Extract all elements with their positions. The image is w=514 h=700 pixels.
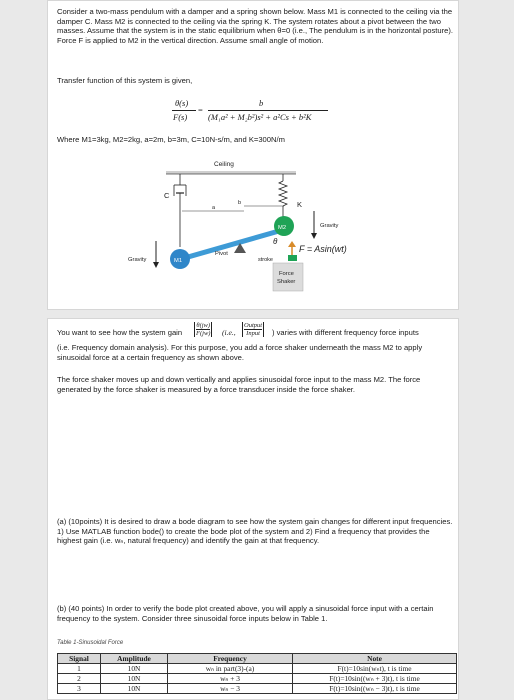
gravity-right-arrow <box>311 233 317 239</box>
tf-lhs-line <box>172 110 196 111</box>
gain-ie: (i.e., <box>222 328 236 337</box>
tf-rhs-den: (M₁a² + M₂b²)s² + a²Cs + b²K <box>208 112 312 122</box>
gravity-right-label: Gravity <box>320 223 339 229</box>
spring-k <box>279 174 287 221</box>
theta-label: θ <box>273 237 278 246</box>
pendulum-beam <box>181 229 286 259</box>
cell-amplitude: 10N <box>101 664 168 674</box>
table-header-row <box>58 654 457 664</box>
gravity-left-label: Gravity <box>128 257 147 263</box>
gain-pre: You want to see how the system gain <box>57 328 183 337</box>
damper-label: C <box>164 191 170 200</box>
cell-note: F(t)=10sin((wₙ − 3)t), t is time <box>293 684 457 694</box>
gain-post: ) varies with different frequency force inputs <box>272 328 419 337</box>
cell-signal: 1 <box>58 664 101 674</box>
shaker-paragraph: The force shaker moves up and down vertically and applies sinusoidal force input to the mass M2. The force generated by the force shaker is measured by a force transducer inside the force shaker. <box>57 375 421 394</box>
pivot-label: Pivot <box>215 251 228 257</box>
mass-m2-label: M2 <box>278 225 287 231</box>
intro-paragraph: Consider a two-mass pendulum with a damper and a spring shown below. Mass M1 is connected to the ceiling via the damper C. Mass M2 is connected to the ceiling via the spring K. The system rotates about a pivot between the two masses. Assume that the system is in the static equilibrium when θ=0 (i.e., The pendulum is in the horizontal posture). Force F is applied to M2 in the vertical direction. Assume small angle of motion. <box>57 7 453 45</box>
question-card-bottom <box>47 318 459 700</box>
col-signal: Signal <box>58 654 101 664</box>
tf-rhs-line <box>208 110 328 111</box>
ceiling <box>166 171 296 174</box>
shaker-label-2: Shaker <box>277 279 296 285</box>
gravity-left-arrow <box>153 262 159 268</box>
question-card-top: Consider a two-mass pendulum with a damper and a spring shown below. Mass M1 is connected to the ceiling via the damper C. Mass M2 is connected to the ceiling via the spring K. The system rotates about a pivot between the two masses. Assume that the system is in the static equilibrium when θ=0 (i.e., The pendulum is in the horizontal posture). Force F is applied to M2 in the vertical direction. Assume small angle of motion. Transfer function of this system is given, θ(s) F(s) = b (M₁a² + M₂b²)s² + a²Cs + b²K Where M1=3kg, M2=2kg, a=2m, b=3m, C=10N-s/m, and K=300N/m Ceiling C a b K Pivot M1 M2 θ Gravity Gravity F = Asin(wt) stroke Force Shaker <box>47 0 459 310</box>
pendulum-diagram <box>48 151 460 301</box>
cell-signal: 3 <box>58 684 101 694</box>
stroke-bar <box>288 255 297 261</box>
col-frequency: Frequency <box>168 654 293 664</box>
sinusoidal-force-table <box>57 653 457 694</box>
cell-amplitude: 10N <box>101 674 168 684</box>
tf-rhs-num: b <box>259 98 264 108</box>
cell-amplitude: 10N <box>101 684 168 694</box>
stroke-label: stroke <box>258 257 273 263</box>
dim-b: b <box>238 200 242 206</box>
table-row <box>58 674 457 684</box>
parameters: Where M1=3kg, M2=2kg, a=2m, b=3m, C=10N-s/m, and K=300N/m <box>57 135 285 144</box>
shaker-label-1: Force <box>279 271 294 277</box>
tf-intro: Transfer function of this system is given, <box>57 76 193 85</box>
cell-frequency: wₙ + 3 <box>168 674 293 684</box>
gain-io-num: Output <box>244 322 263 329</box>
col-amplitude: Amplitude <box>101 654 168 664</box>
table-row <box>58 664 457 674</box>
part-a: (a) (10points) It is desired to draw a bode diagram to see how the system gain changes for different input frequencies. 1) Use MATLAB function bode() to create the bode plot of the system and 2) Find a frequency that provides the highest gain (i.e. wₙ, natural frequency) and identify the gain at that frequency. <box>57 517 453 546</box>
gain-line2: (i.e. Frequency domain analysis). For this purpose, you add a force shaker underneath the mass M2 to apply sinusoidal force at a certain frequency as shown above. <box>57 343 423 362</box>
cell-note: F(t)=10sin(wₙt), t is time <box>293 664 457 674</box>
dim-a: a <box>212 205 216 211</box>
force-arrow <box>288 241 296 247</box>
col-note: Note <box>293 654 457 664</box>
tf-lhs-den: F(s) <box>173 112 188 122</box>
table-caption: Table 1-Sinusoidal Force <box>57 640 124 646</box>
part-b: (b) (40 points) In order to verify the bode plot created above, you will apply a sinusoidal force input with a certain frequency to the system. Consider three sinusoidal force inputs below in Table 1. <box>57 604 434 623</box>
table-row <box>58 684 457 694</box>
cell-note: F(t)=10sin((wₙ + 3)t), t is time <box>293 674 457 684</box>
damper-c <box>174 174 186 247</box>
gain-io-den: Input <box>246 330 260 337</box>
cell-frequency: wₙ − 3 <box>168 684 293 694</box>
spring-label: K <box>297 200 303 209</box>
gain-ratio-num: θ(jw) <box>196 322 211 329</box>
mass-m1-label: M1 <box>174 258 183 264</box>
cell-frequency: wₙ in part(3)-(a) <box>168 664 293 674</box>
gain-ratio-den: F(jw) <box>196 330 211 337</box>
ceiling-label: Ceiling <box>214 161 234 168</box>
force-shaker <box>273 263 303 291</box>
force-label: F = Asin(wt) <box>299 244 347 254</box>
tf-lhs-num: θ(s) <box>175 98 189 108</box>
cell-signal: 2 <box>58 674 101 684</box>
